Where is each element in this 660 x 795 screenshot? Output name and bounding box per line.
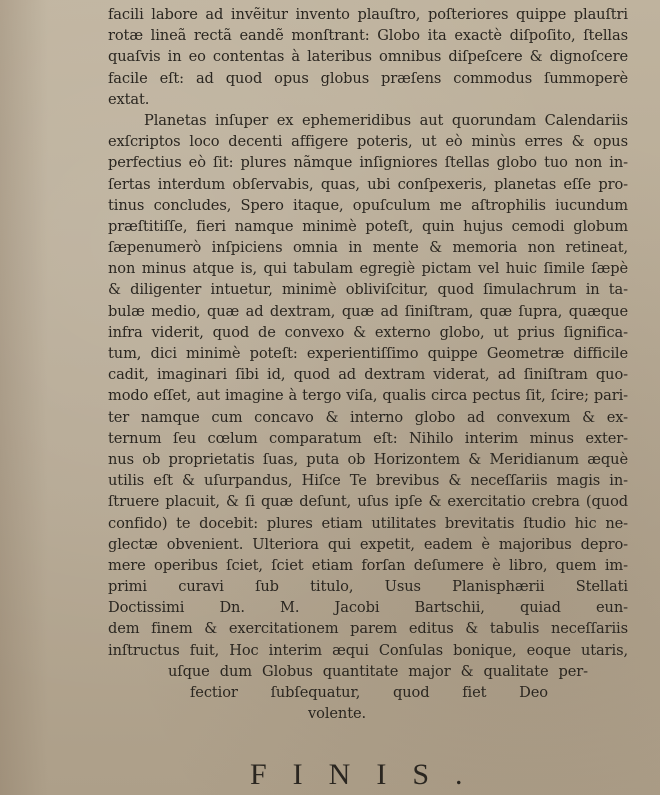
text-line: glectæ obvenient. Ulteriora qui expetit, eadem è majoribus depro- (108, 535, 628, 553)
text-line: uſque dum Globus quantitate major & qualitate per- (168, 662, 588, 680)
text-line: perfectius eò ſit: plures nãmque inſigniores ſtellas globo tuo non in- (108, 154, 628, 172)
text-line: dem finem & exercitationem parem editus & tabulis neceſſariis (108, 620, 628, 638)
page-shadow (0, 0, 48, 795)
text-line: fectior ſubſequatur, quod fiet Deo (190, 684, 548, 701)
text-line: infra viderit, quod de convexo & externo globo, ut prius ſignifica- (108, 323, 628, 341)
finis-heading: FINIS. (250, 758, 489, 791)
text-line: tinus concludes, Spero itaque, opuſculum me aſtrophilis iucundum (108, 196, 628, 214)
text-line: tum, dici minimè poteſt: experientiſſimo quippe Geometræ difficile (108, 345, 628, 362)
text-line: bulæ medio, quæ ad dextram, quæ ad ſiniſtram, quæ ſupra, quæque (108, 302, 628, 320)
text-line: facili labore ad invẽitur invento plauſtro, poſteriores quippe plauſtri (108, 6, 628, 23)
text-line: extat. (108, 90, 150, 108)
text-line: primi curavi ſub titulo, Usus Planisphærii Stellati (108, 578, 628, 596)
text-line: ſertas interdum obſervabis, quas, ubi conſpexeris, planetas eſſe pro- (108, 175, 628, 193)
text-line: volente. (308, 705, 367, 723)
text-line: modo eſſet, aut imagine à tergo viſa, qualis circa pectus ſit, ſcire; pari- (108, 387, 628, 405)
text-line: nus ob proprietatis ſuas, puta ob Horizontem & Meridianum æquè (108, 450, 628, 468)
text-line: & diligenter intuetur, minimè obliviſcitur, quod ſimulachrum in ta- (108, 281, 628, 299)
body-text (108, 4, 628, 724)
text-line: quaſvis in eo contentas à lateribus omnibus diſpeſcere & dignoſcere (108, 48, 628, 66)
text-line: utilis eſt & uſurpandus, Hiſce Te brevibus & neceſſariis magis in- (108, 472, 628, 490)
text-line: mere operibus ſciet, ſciet etiam forſan deſumere è libro, quem im- (108, 556, 628, 574)
text-line: cadit, imaginari ſibi id, quod ad dextram viderat, ad ſiniſtram quo- (108, 366, 628, 384)
text-line: præſtitiſſe, fieri namque minimè poteſt, quin hujus cemodi globum (108, 217, 628, 235)
text-line: facile eſt: ad quod opus globus præſens commodus ſummoperè (108, 69, 628, 87)
text-line: Doctissimi Dn. M. Jacobi Bartschii, quiad eun- (108, 599, 628, 617)
text-line: ter namque cum concavo & interno globo ad convexum & ex- (108, 408, 628, 426)
text-line: ſtruere placuit, & ſi quæ deſunt, uſus ipſe & exercitatio crebra (quod (108, 493, 628, 511)
text-line: inſtructus fuit, Hoc interim æqui Conſulas bonique, eoque utaris, (108, 641, 628, 659)
text-line: non minus atque is, qui tabulam egregiè pictam vel huic ſimile ſæpè (108, 260, 628, 278)
text-line: Planetas inſuper ex ephemeridibus aut quorundam Calendariis (144, 111, 628, 129)
text-line: confido) te docebit: plures etiam utilitates brevitatis ſtudio hic ne- (108, 514, 628, 532)
text-line: ſæpenumerò inſpiciens omnia in mente & memoria non retineat, (108, 239, 628, 257)
text-line: exſcriptos loco decenti affigere poteris, ut eò minùs erres & opus (108, 133, 628, 151)
text-line: ternum ſeu cœlum comparatum eſt: Nihilo interim minus exter- (108, 429, 628, 447)
text-line: rotæ lineã rectã eandẽ monſtrant: Globo ita exactè diſpoſito, ſtellas (108, 27, 628, 45)
